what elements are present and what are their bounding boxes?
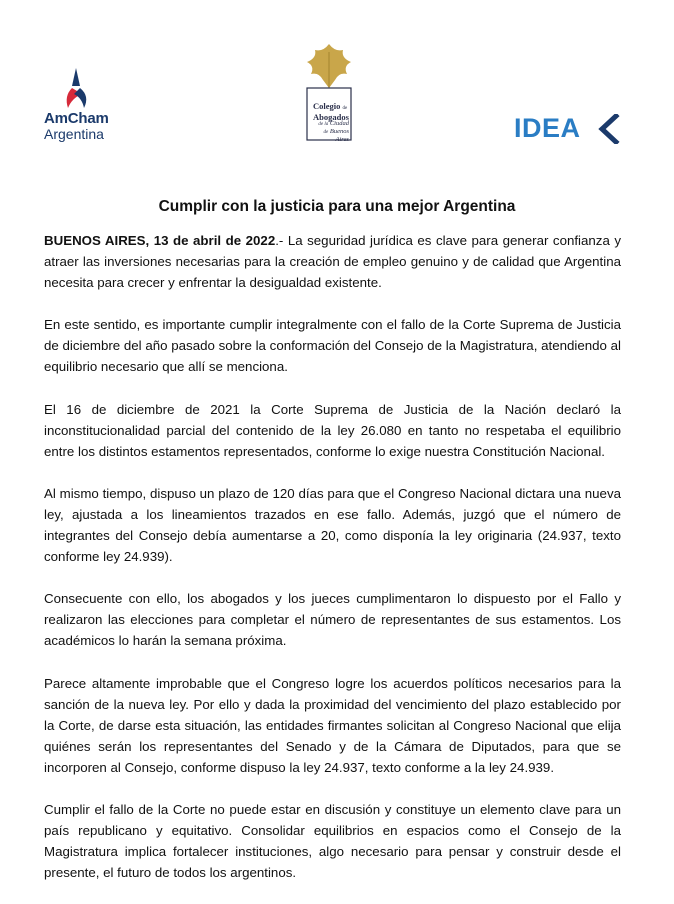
idea-logo bbox=[514, 112, 624, 146]
document-title: Cumplir con la justicia para una mejor Argentina bbox=[158, 198, 516, 215]
paragraph-6: Parece altamente improbable que el Congreso logre los acuerdos políticos necesarios para la sanción de la nueva ley. Por ello y dada la proximidad del vencimiento del plazo establecido por la Corte, de darse esta situación, las entidades firmantes solicitan al Congreso Nacional que elija quiénes serán los representantes del Senado y de la Cámara de Diputados, para que se incorporen al Consejo, conforme dispuso la ley 24.937, texto conforme a la ley 24.939. bbox=[44, 675, 621, 775]
colegio-line5: Ciudad bbox=[329, 120, 349, 127]
colegio-line1: Colegio bbox=[313, 101, 341, 111]
idea-wordmark: IDEA bbox=[514, 113, 581, 143]
idea-chevron-icon bbox=[596, 114, 620, 144]
paragraph-7: Cumplir el fallo de la Corte no puede estar en discusión y constituye un elemento clave para un país republicano y equitativo. Consolidar equilibrios en espacios como el Consejo de la Magistratura implica fortalecer instituciones, algo necesario para pensar y construir desde el presente, el futuro de todos los argentinos. bbox=[44, 801, 621, 881]
colegio-subtitle bbox=[309, 120, 349, 143]
colegio-line3: Abogados bbox=[313, 112, 349, 122]
colegio-line6: de bbox=[323, 130, 329, 135]
colegio-abogados-logo bbox=[301, 42, 357, 142]
amcham-name: AmCham bbox=[44, 110, 109, 127]
amcham-sail-icon bbox=[54, 66, 98, 110]
colegio-title bbox=[313, 102, 349, 122]
paragraph-3: El 16 de diciembre de 2021 la Corte Suprema de Justicia de la Nación declaró la inconstitucionalidad parcial del contenido de la ley 26.080 en tanto no respetaba el equilibrio entre los distintos estamentos representados, conforme lo exige nuestra Constitución Nacional. bbox=[44, 401, 621, 459]
paragraph-5: Consecuente con ello, los abogados y los jueces cumplimentaron lo dispuesto por el Fallo y realizaron las elecciones para completar el número de representantes de sus estamentos. Los académicos lo harán la semana próxima. bbox=[44, 591, 621, 649]
amcham-logo bbox=[40, 66, 120, 150]
dateline: BUENOS AIRES, 13 de abril de 2022 bbox=[44, 233, 276, 248]
logo-header bbox=[0, 0, 674, 160]
colegio-line2: de bbox=[342, 106, 348, 111]
colegio-line4: de la bbox=[318, 122, 329, 127]
paragraph-4: Al mismo tiempo, dispuso un plazo de 120 días para que el Congreso Nacional dictara una nueva ley, ajustada a los lineamientos trazados en ese fallo. Además, juzgó que el número de integrantes del Consejo debía aumentarse a 20, como disponía la ley originaria (24.937, texto conforme ley 24.939). bbox=[44, 485, 621, 565]
paragraph-1-text: .- La seguridad jurídica es clave para generar confianza y atraer las inversiones necesarias para la creación de empleo genuino y de calidad que Argentina necesita para crecer y enfrentar la desigualdad existente. bbox=[44, 233, 621, 291]
document-body bbox=[44, 230, 621, 904]
paragraph-1 bbox=[44, 230, 621, 293]
paragraph-2: En este sentido, es importante cumplir integralmente con el fallo de la Corte Suprema de Justicia de diciembre del año pasado sobre la conformación del Consejo de la Magistratura, atendiendo al equilibrio necesario que allí se menciona. bbox=[44, 317, 621, 375]
amcham-country: Argentina bbox=[44, 126, 104, 142]
colegio-line7: Buenos Aires bbox=[329, 128, 349, 143]
